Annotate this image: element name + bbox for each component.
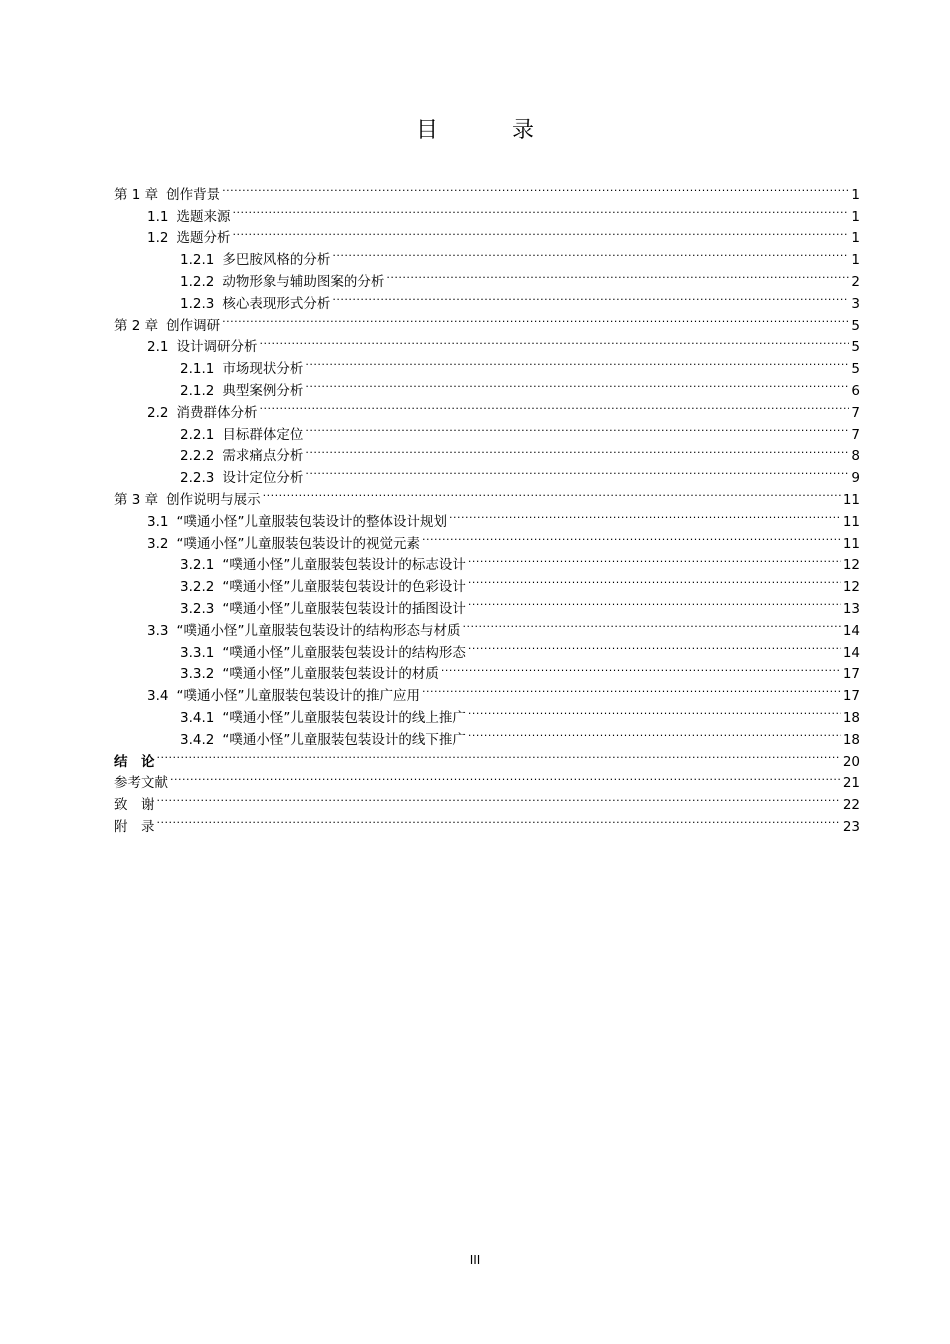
toc-entry-title: 典型案例分析 (222, 382, 304, 399)
dot-leader (305, 351, 849, 373)
toc-entry-title: 致 谢 (114, 797, 155, 814)
toc-entry-page: 14 (842, 644, 860, 661)
toc-entry-title: “噗通小怪”儿童服装包装设计的材质 (222, 666, 439, 683)
toc-entry-number: 3.2.1 (180, 557, 215, 574)
dot-leader (259, 395, 849, 417)
toc-entry-page: 5 (851, 339, 860, 356)
toc-entry-title: 附 录 (114, 818, 155, 835)
dot-leader (232, 199, 849, 221)
toc-entry-number: 第 1 章 (114, 186, 159, 203)
toc-entry-title: “噗通小怪”儿童服装包装设计的线上推广 (222, 709, 466, 726)
dot-leader (449, 504, 841, 526)
toc-entry-title: 核心表现形式分析 (222, 295, 331, 312)
toc-entry-number: 3.2 (147, 535, 169, 552)
toc-entry-page: 17 (842, 688, 860, 705)
toc-entry-number: 3.2.2 (180, 579, 215, 596)
dot-leader (468, 635, 841, 657)
toc-entry-page: 6 (851, 382, 860, 399)
toc-entry-page: 22 (842, 797, 860, 814)
toc-entry-page: 12 (842, 557, 860, 574)
toc-entry-page: 23 (842, 818, 860, 835)
toc-entry-title: 需求痛点分析 (222, 448, 304, 465)
toc-entry-title: “噗通小怪”儿童服装包装设计的结构形态 (222, 644, 466, 661)
toc-entry-page: 11 (842, 535, 860, 552)
toc-entry-page: 5 (851, 361, 860, 378)
toc-entry-page: 12 (842, 579, 860, 596)
dot-leader (332, 286, 849, 308)
toc-entry-number: 3.4.1 (180, 709, 215, 726)
toc-entry-title: 多巴胺风格的分析 (222, 252, 331, 269)
toc-entry-number: 2.2.1 (180, 426, 215, 443)
toc-entry-number: 1.2 (147, 230, 169, 247)
toc-entry-title: 设计调研分析 (176, 339, 258, 356)
toc-entry-number: 3.3.1 (180, 644, 215, 661)
toc-entry-number: 3.4.2 (180, 731, 215, 748)
toc-entry-title: 参考文献 (114, 775, 168, 792)
toc-entry-number: 1.2.2 (180, 273, 215, 290)
toc-entry-page: 7 (851, 404, 860, 421)
dot-leader (170, 766, 841, 788)
toc-entry[interactable] (114, 787, 860, 814)
toc-entry[interactable] (114, 744, 860, 770)
toc-entry-page: 2 (851, 273, 860, 290)
toc-entry-title: 创作说明与展示 (166, 491, 261, 508)
toc-entry-number: 3.2.3 (180, 600, 215, 617)
toc-entry-page: 3 (851, 295, 860, 312)
dot-leader (222, 308, 849, 330)
toc-entry-page: 8 (851, 448, 860, 465)
dot-leader (305, 373, 849, 395)
dot-leader (222, 177, 849, 199)
toc-entry-page: 1 (851, 186, 860, 203)
dot-leader (232, 221, 849, 243)
toc-entry-title: “噗通小怪”儿童服装包装设计的整体设计规划 (176, 513, 447, 530)
dot-leader (305, 460, 849, 482)
toc-entry[interactable] (114, 308, 860, 334)
toc-entry-number: 1.2.3 (180, 295, 215, 312)
toc-entry-number: 第 3 章 (114, 491, 159, 508)
toc-entry-page: 13 (842, 600, 860, 617)
toc-entry[interactable] (114, 199, 860, 225)
dot-leader (441, 657, 841, 679)
dot-leader (468, 591, 841, 613)
toc-list (114, 177, 860, 835)
toc-entry-number: 2.2.2 (180, 448, 215, 465)
toc-entry-page: 1 (851, 252, 860, 269)
toc-entry-page: 11 (842, 513, 860, 530)
toc-entry-page: 14 (842, 622, 860, 639)
toc-entry-number: 1.1 (147, 208, 169, 225)
dot-leader (468, 722, 841, 744)
toc-entry-number: 3.3.2 (180, 666, 215, 683)
toc-entry-title: “噗通小怪”儿童服装包装设计的标志设计 (222, 557, 466, 574)
toc-entry-number: 2.1 (147, 339, 169, 356)
toc-entry[interactable] (114, 330, 860, 356)
toc-entry-title: 设计定位分析 (222, 470, 304, 487)
toc-entry-page: 5 (851, 317, 860, 334)
toc-entry-title: “噗通小怪”儿童服装包装设计的插图设计 (222, 600, 466, 617)
toc-entry-number: 3.1 (147, 513, 169, 530)
toc-entry-number: 2.2 (147, 404, 169, 421)
dot-leader (332, 242, 849, 264)
toc-entry-number: 2.1.2 (180, 382, 215, 399)
toc-entry-title: “噗通小怪”儿童服装包装设计的结构形态与材质 (176, 622, 461, 639)
toc-entry-page: 1 (851, 230, 860, 247)
toc-entry-page: 9 (851, 470, 860, 487)
toc-entry-title: “噗通小怪”儿童服装包装设计的推广应用 (176, 688, 420, 705)
page-number: III (469, 1253, 481, 1267)
toc-entry-title: 创作调研 (166, 317, 221, 334)
dot-leader (305, 417, 849, 439)
toc-entry-page: 20 (842, 753, 860, 770)
toc-entry-number: 第 2 章 (114, 317, 159, 334)
toc-entry-title: “噗通小怪”儿童服装包装设计的线下推广 (222, 731, 466, 748)
toc-entry[interactable] (114, 766, 860, 792)
dot-leader (468, 548, 841, 570)
toc-entry-title: 动物形象与辅助图案的分析 (222, 273, 385, 290)
dot-leader (157, 787, 841, 809)
toc-entry-number: 3.3 (147, 622, 169, 639)
toc-entry-number: 1.2.1 (180, 252, 215, 269)
toc-entry-page: 7 (851, 426, 860, 443)
dot-leader (422, 678, 841, 700)
toc-entry-title: 目标群体定位 (222, 426, 304, 443)
toc-title: 目 录 (415, 118, 560, 143)
toc-entry-title: 市场现状分析 (222, 361, 304, 378)
toc-entry-page: 17 (842, 666, 860, 683)
dot-leader (259, 330, 849, 352)
dot-leader (468, 700, 841, 722)
dot-leader (386, 264, 849, 286)
toc-entry[interactable] (114, 809, 860, 835)
toc-entry-page: 18 (842, 731, 860, 748)
toc-entry-title: 选题分析 (176, 230, 231, 247)
toc-entry-title: 创作背景 (166, 186, 221, 203)
toc-entry-title: “噗通小怪”儿童服装包装设计的视觉元素 (176, 535, 420, 552)
toc-entry-title: 消费群体分析 (176, 404, 258, 421)
toc-entry-number: 2.1.1 (180, 361, 215, 378)
toc-entry-page: 18 (842, 709, 860, 726)
toc-entry-title: “噗通小怪”儿童服装包装设计的色彩设计 (222, 579, 466, 596)
toc-entry-page: 21 (842, 775, 860, 792)
dot-leader (462, 613, 840, 635)
dot-leader (157, 744, 841, 766)
toc-entry-page: 1 (851, 208, 860, 225)
dot-leader (263, 482, 841, 504)
dot-leader (468, 569, 841, 591)
toc-entry-page: 11 (842, 491, 860, 508)
dot-leader (157, 809, 841, 831)
toc-entry-number: 2.2.3 (180, 470, 215, 487)
dot-leader (422, 526, 841, 548)
toc-entry-title: 选题来源 (176, 208, 231, 225)
toc-entry-title: 结 论 (114, 753, 155, 770)
toc-entry-number: 3.4 (147, 688, 169, 705)
toc-entry[interactable] (114, 177, 860, 203)
dot-leader (305, 439, 849, 461)
